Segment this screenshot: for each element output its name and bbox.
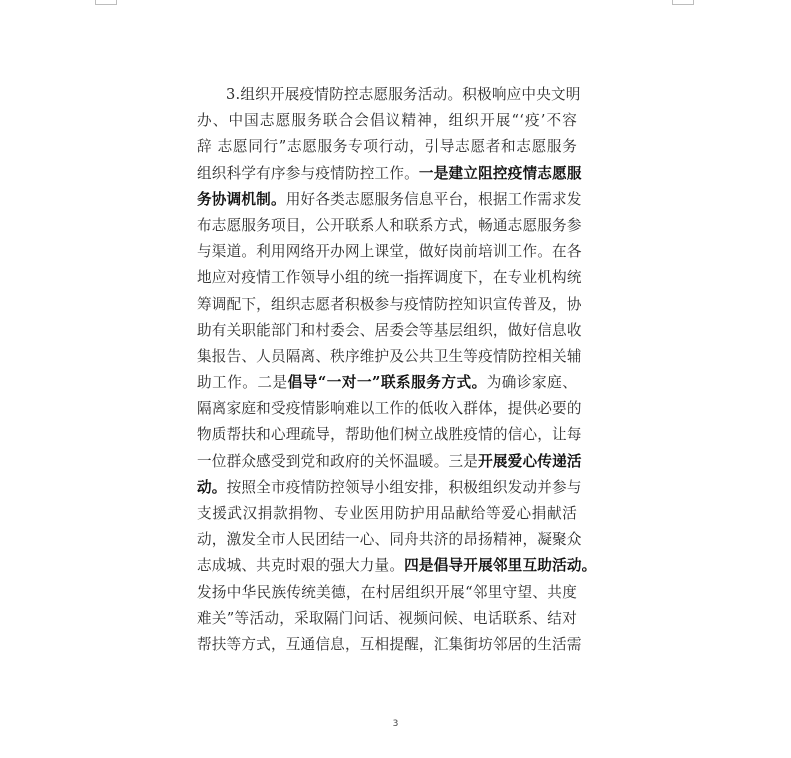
bold-text-segment: 动。 xyxy=(197,478,227,496)
text-line xyxy=(197,606,577,632)
text-line xyxy=(197,161,582,187)
text-segment: 帮扶等方式，互通信息，互相提醒，汇集街坊邻居的生活需 xyxy=(197,635,582,653)
text-segment: 办、中国志愿服务联合会倡议精神，组织开展“‘疫’不容 xyxy=(197,112,577,130)
text-segment: 志成城、共克时艰的强大力量。 xyxy=(197,557,405,575)
bold-text-segment: 开展爱心传递活 xyxy=(478,452,582,470)
text-segment: 物质帮扶和心理疏导，帮助他们树立战胜疫情的信心，让每 xyxy=(197,426,582,444)
text-segment: 集报告、人员隔离、秩序维护及公共卫生等疫情防控相关辅 xyxy=(197,347,582,365)
text-line xyxy=(197,370,577,396)
page-number: 3 xyxy=(392,719,399,729)
text-segment: 地应对疫情工作领导小组的统一指挥调度下，在专业机构统 xyxy=(197,269,582,287)
text-segment: 助工作。二是 xyxy=(197,374,288,392)
bold-text-segment: 四是倡导开展邻里互助活动。 xyxy=(404,557,597,575)
text-segment: 3.组织开展疫情防控志愿服务活动。积极响应中央文明 xyxy=(226,86,581,103)
text-segment: 用好各类志愿服务信息平台，根据工作需求发 xyxy=(285,190,582,208)
text-line xyxy=(197,82,581,108)
text-line xyxy=(197,134,577,160)
text-segment: 辞 志愿同行”志愿服务专项行动，引导志愿者和志愿服务 xyxy=(197,138,577,156)
text-line xyxy=(197,213,582,239)
text-line xyxy=(197,239,582,265)
bold-text-segment: 务协调机制。 xyxy=(197,190,286,208)
document-body xyxy=(197,82,597,658)
text-segment: 组织科学有序参与疫情防控工作。 xyxy=(197,164,419,182)
text-segment: 与渠道。利用网络开办网上课堂，做好岗前培训工作。在各 xyxy=(197,243,582,261)
text-segment: 隔离家庭和受疫情影响难以工作的低收入群体，提供必要的 xyxy=(197,400,582,418)
text-segment: 发扬中华民族传统美德，在村居组织开展“邻里守望、共度 xyxy=(197,583,577,601)
text-line xyxy=(197,396,582,422)
text-segment: 筹调配下，组织志愿者积极参与疫情防控知识宣传普及，协 xyxy=(197,295,582,313)
text-segment: 动，激发全市人民团结一心、同舟共济的昂扬精神，凝聚众 xyxy=(197,531,582,549)
text-segment: 难关”等活动，采取隔门问话、视频问候、电话联系、结对 xyxy=(197,609,577,627)
text-line xyxy=(197,318,582,344)
text-line xyxy=(197,187,582,213)
text-segment: 一位群众感受到党和政府的关怀温暖。三是 xyxy=(197,452,479,470)
text-line xyxy=(197,449,582,475)
text-segment: 按照全市疫情防控领导小组安排，积极组织发动并参与 xyxy=(226,478,582,496)
text-line xyxy=(197,553,597,579)
bold-text-segment: 倡导“一对一”联系服务方式。 xyxy=(287,374,487,392)
crop-mark-top-left xyxy=(95,0,117,5)
bold-text-segment: 一是建立阻控疫情志愿服 xyxy=(418,164,582,182)
text-line xyxy=(197,292,582,318)
text-line xyxy=(197,108,577,134)
text-segment: 支援武汉捐款捐物、专业医用防护用品献给等爱心捐献活 xyxy=(197,505,577,522)
text-line xyxy=(197,580,577,606)
text-line xyxy=(197,344,582,370)
text-line xyxy=(197,422,582,448)
text-segment: 布志愿服务项目，公开联系人和联系方式，畅通志愿服务参 xyxy=(197,216,582,234)
text-line xyxy=(197,475,582,501)
text-line xyxy=(197,632,582,658)
crop-mark-top-right xyxy=(672,0,694,5)
text-line xyxy=(197,527,582,553)
text-segment: 为确诊家庭、 xyxy=(486,374,578,392)
text-line xyxy=(197,265,582,291)
text-segment: 助有关职能部门和村委会、居委会等基层组织，做好信息收 xyxy=(197,321,582,339)
text-line xyxy=(197,501,577,527)
